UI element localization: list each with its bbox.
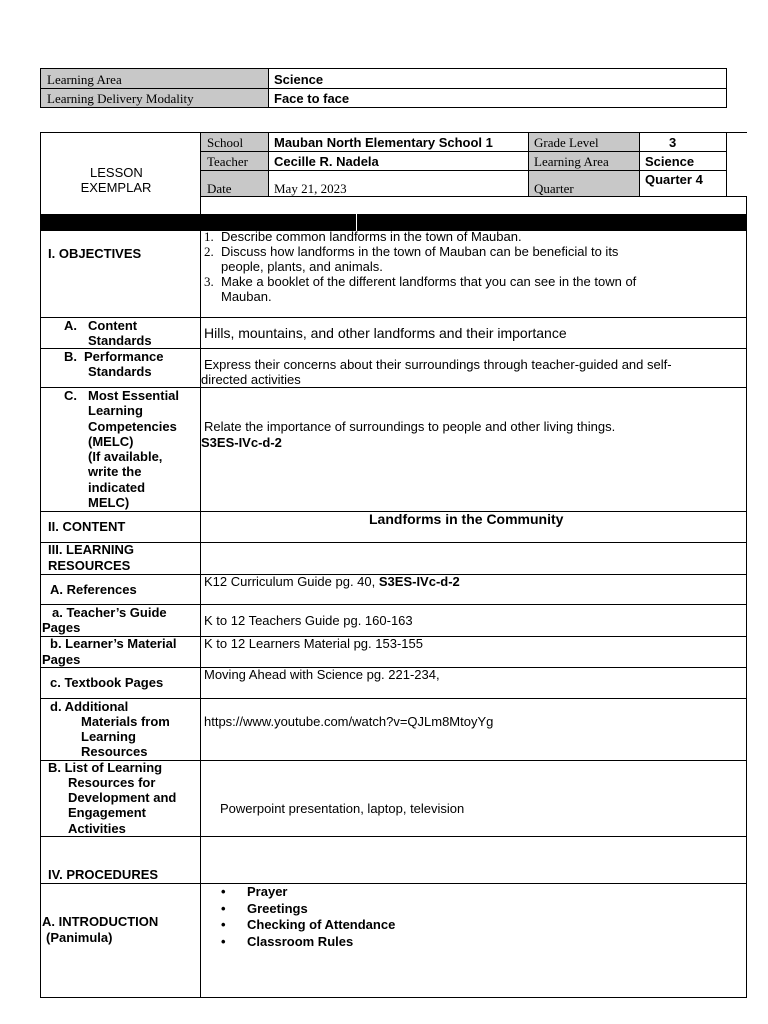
performance-standards-letter: B. (64, 349, 77, 364)
introduction-list (221, 884, 521, 950)
teacher-label: Teacher (207, 154, 248, 169)
top-learning-area-label: Learning Area (47, 72, 122, 87)
content-standards-value: Hills, mountains, and other landforms and their importance (204, 325, 567, 341)
learning-area-value: Science (645, 154, 695, 169)
teachers-guide-label-l2: Pages (42, 620, 81, 635)
performance-standards-label-l1: Performance (84, 349, 164, 364)
learners-material-value: K to 12 Learners Material pg. 153-155 (204, 636, 423, 651)
grade-level-label: Grade Level (534, 135, 599, 150)
date-label: Date (207, 181, 232, 196)
learners-material-label-l1: b. Learner’s Material (50, 636, 177, 651)
content-label: II. CONTENT (48, 519, 126, 534)
introduction-label-l1: A. INTRODUCTION (42, 914, 159, 929)
teachers-guide-label-l1: a. Teacher’s Guide (52, 605, 167, 620)
teachers-guide-value: K to 12 Teachers Guide pg. 160-163 (204, 613, 413, 628)
introduction-item: • Checking of Attendance (221, 917, 521, 934)
additional-materials-link[interactable]: https://www.youtube.com/watch?v=QJLm8MtoyYg (204, 714, 494, 729)
performance-standards-value-l2: directed activities (201, 372, 301, 387)
content-standards-letter: A. (64, 318, 77, 333)
objective-item-1: 1. Describe common landforms in the town of Mauban. (204, 229, 522, 244)
objectives-list (201, 229, 741, 304)
learning-resources-label-l1: III. LEARNING (48, 542, 134, 557)
melc-label: Most Essential Learning Competencies (MELC) (If available, write the indicated MELC) (88, 388, 180, 511)
content-standards-label-l1: Content (88, 318, 138, 333)
top-learning-area-value: Science (274, 72, 324, 87)
content-value: Landforms in the Community (369, 511, 564, 527)
melc-code: S3ES-IVc-d-2 (201, 435, 282, 450)
textbook-label: c. Textbook Pages (50, 675, 164, 690)
references-value: K12 Curriculum Guide pg. 40, S3ES-IVc-d-2 (204, 574, 460, 589)
learning-area-label: Learning Area (534, 154, 609, 169)
textbook-value: Moving Ahead with Science pg. 221-234, (204, 667, 440, 682)
additional-materials-label-l1: d. Additional (50, 699, 129, 714)
objective-item-2: 2. Discuss how landforms in the town of Mauban can be beneficial to its people, plants, and animals. (204, 244, 619, 274)
content-standards-label-l2: Standards (88, 333, 152, 348)
performance-standards-label-l2: Standards (88, 364, 152, 379)
top-delivery-modality-value: Face to face (274, 91, 350, 106)
grade-level-value: 3 (669, 135, 677, 150)
teacher-value: Cecille R. Nadela (274, 154, 379, 169)
learners-material-label-l2: Pages (42, 652, 81, 667)
performance-standards-value-l1: Express their concerns about their surroundings through teacher-guided and self- (204, 357, 672, 372)
school-value: Mauban North Elementary School 1 (274, 135, 493, 150)
quarter-label: Quarter (534, 181, 574, 196)
objectives-label: I. OBJECTIVES (48, 246, 142, 261)
references-label: A. References (50, 582, 137, 597)
introduction-item: • Classroom Rules (221, 934, 521, 951)
top-delivery-modality-label: Learning Delivery Modality (47, 91, 194, 106)
list-resources-label-l1: B. List of Learning (48, 760, 163, 775)
list-resources-value: Powerpoint presentation, laptop, television (220, 801, 465, 816)
quarter-value: Quarter 4 (645, 172, 703, 187)
learning-resources-label-l2: RESOURCES (48, 558, 131, 573)
list-resources-label-rest: Resources for Development and Engagement Activities (68, 775, 177, 836)
introduction-item: • Greetings (221, 901, 521, 918)
introduction-label-l2: (Panimula) (46, 930, 113, 945)
procedures-label: IV. PROCEDURES (48, 867, 159, 882)
lesson-title-line2: EXEMPLAR (80, 180, 152, 195)
objective-item-3: 3. Make a booklet of the different landforms that you can see in the town of Mauban. (204, 274, 637, 304)
lesson-title-line1: LESSON (90, 165, 143, 180)
school-label: School (207, 135, 244, 150)
date-value: May 21, 2023 (274, 181, 347, 196)
introduction-item: • Prayer (221, 884, 521, 901)
melc-letter: C. (64, 388, 77, 403)
additional-materials-label-rest: Materials from Learning Resources (81, 714, 170, 759)
melc-value: Relate the importance of surroundings to people and other living things. (204, 419, 616, 434)
